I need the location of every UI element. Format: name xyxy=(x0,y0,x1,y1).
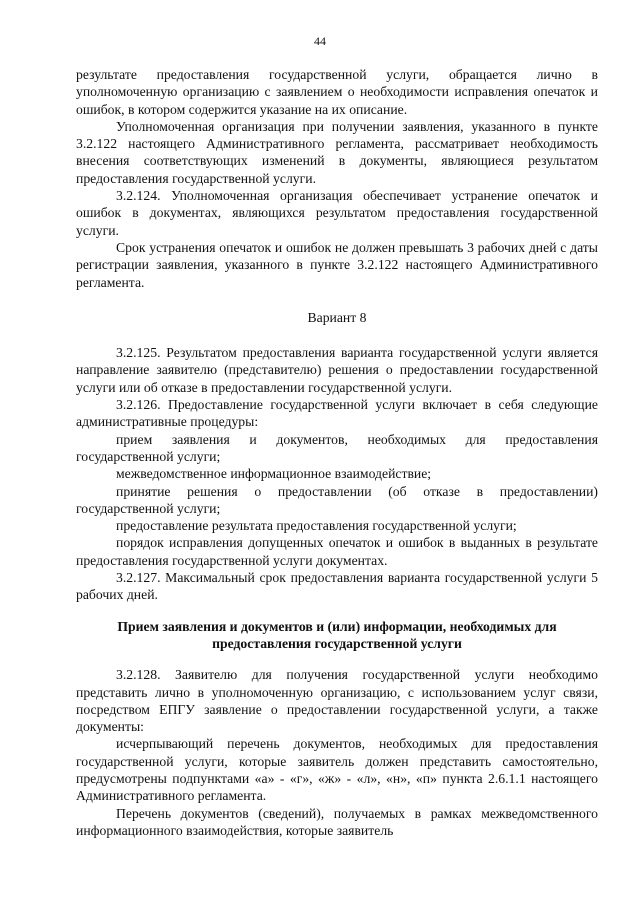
list-item: предоставление результата предоставления государственной услуги; xyxy=(116,518,517,534)
list-item: прием заявления и документов, необходимых для предоставления государственной услуги; xyxy=(76,431,598,464)
paragraph: Срок устранения опечаток и ошибок не должен превышать 3 рабочих дней с даты регистрации заявления, указанного в пункте 3.2.122 настоящего Административного регламента. xyxy=(76,239,598,290)
paragraph: исчерпывающий перечень документов, необходимых для предоставления государственной услуги, которые заявитель должен представить самостоятельно, предусмотрены подпунктами «а» - «г», «ж» - «л», «н», «п» пункта 2.6.1.1 настоящего Административного регламента. xyxy=(76,736,598,804)
paragraph: 3.2.125. Результатом предоставления варианта государственной услуги является направление заявителю (представителю) решения о предоставлении государственной услуги или об отказе в предоставлении государственной услуги. xyxy=(76,345,598,395)
section-heading: Прием заявления и документов и (или) информации, необходимых для предоставления государственной услуги xyxy=(117,618,557,651)
list-item: принятие решения о предоставлении (об отказе в предоставлении) государственной услуги; xyxy=(76,483,598,516)
paragraph: 3.2.127. Максимальный срок предоставления варианта государственной услуги 5 рабочих дней. xyxy=(76,570,598,603)
list-item: межведомственное информационное взаимодействие; xyxy=(116,466,432,482)
list-item: порядок исправления допущенных опечаток и ошибок в выданных в результате предоставления государственной услуги документах. xyxy=(76,535,598,568)
paragraph: 3.2.128. Заявителю для получения государственной услуги необходимо представить лично в уполномоченную организацию, с использованием услуг связи, посредством ЕПГУ заявление о предоставлении государственной услуги, а также документы: xyxy=(76,667,598,735)
paragraph: результате предоставления государственной услуги, обращается лично в уполномоченную организацию с заявлением о необходимости исправления опечаток и ошибок, в котором содержится указание на их описание. xyxy=(76,67,598,117)
page-number: 44 xyxy=(314,34,326,48)
page-content xyxy=(76,66,598,839)
paragraph: Уполномоченная организация при получении заявления, указанного в пункте 3.2.122 настоящего Административного регламента, рассматривает необходимость внесения соответствующих изменений в документы, являющиеся результатом предоставления государственной услуги. xyxy=(76,118,598,186)
paragraph: 3.2.126. Предоставление государственной услуги включает в себя следующие административные процедуры: xyxy=(76,397,598,430)
paragraph: Перечень документов (сведений), получаемых в рамках межведомственного информационного взаимодействия, которые заявитель xyxy=(76,805,598,838)
paragraph: 3.2.124. Уполномоченная организация обеспечивает устранение опечаток и ошибок в документах, являющихся результатом предоставления государственной услуги. xyxy=(76,188,598,238)
variant-title: Вариант 8 xyxy=(307,309,367,325)
